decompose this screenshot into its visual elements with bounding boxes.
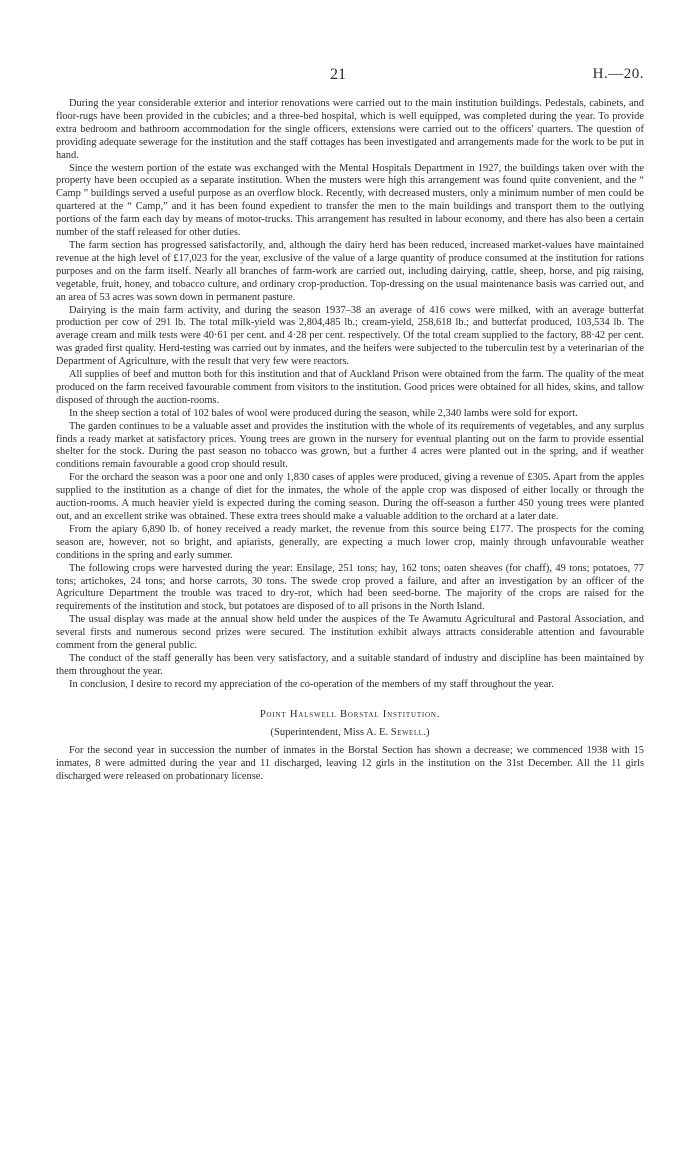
- paragraph-staff-conduct: The conduct of the staff generally has been very satisfactory, and a suitable standard of industry and discipline has been maintained by them throughout the year.: [56, 652, 644, 677]
- paragraph-borstal: For the second year in succession the number of inmates in the Borstal Section has shown a decrease; we commenced 1938 with 15 inmates, 8 were admitted during the year and 11 discharged, leaving 12 girls in the institution on the 31st December. All the 11 girls discharged were released on probationary license.: [56, 744, 644, 782]
- paragraph-crops: The following crops were harvested during the year: Ensilage, 251 tons; hay, 162 tons; oaten sheaves (for chaff), 49 tons; potatoes, 77 tons; artichokes, 24 tons; and horse carrots, 30 tons. The swede crop proved a failure, and after an investigation by an officer of the Agriculture Department the trouble was traced to dry-rot, which had been seed-borne. The majority of the crops are raised for the requirements of the institution and stock, but potatoes are disposed of to all prisons in the North Island.: [56, 562, 644, 613]
- paragraph-show: The usual display was made at the annual show held under the auspices of the Te Awamutu Agricultural and Pastoral Association, and several firsts and numerous second prizes were secured. The institution exhibit always attracts considerable attention and favourable comment from the general public.: [56, 614, 644, 652]
- paragraph-camp: Since the western portion of the estate was exchanged with the Mental Hospitals Department in 1927, the buildings taken over with the property have been occupied as a separate institution. When the musters were high this arrangement was found quite convenient, and the “ Camp ” buildings served a useful purpose as an overflow block. Recently, with decreased musters, only a minimum number of men could be quartered at the “ Camp,” and it has been found expedient to transfer the men to the main buildings and transport them to the outlying portions of the farm each day by means of motor-trucks. This arrangement has resulted in labour economy, and there has also been a certain number of the staff released for other duties.: [56, 162, 644, 239]
- paragraph-apiary: From the apiary 6,890 lb. of honey received a ready market, the revenue from this source being £177. The prospects for the coming season are, however, not so bright, and apiarists, generally, are expecting a much lower crop, mainly through unfavourable weather conditions in the spring and early summer.: [56, 523, 644, 561]
- superintendent-name: Sewell: [390, 726, 424, 738]
- paragraph-conclusion: In conclusion, I desire to record my appreciation of the co-operation of the members of my staff throughout the year.: [69, 678, 554, 690]
- superintendent-suffix: .): [423, 726, 430, 738]
- paragraph-orchard: For the orchard the season was a poor one and only 1,830 cases of apples were produced, giving a revenue of £305. Apart from the apples supplied to the institution as a change of diet for the inmates, the whole of the apple crop was disposed of either locally or through the auction-rooms. A much heavier yield is expected during the coming season. During the off-season a further 450 young trees were planted out, and an excellent strike was obtained. These extra trees should make a valuable addition to the orchard at a later date.: [56, 472, 644, 522]
- section-heading: Point Halswell Borstal Institution.: [259, 708, 441, 720]
- paragraph-farm: The farm section has progressed satisfactorily, and, although the dairy herd has been reduced, increased market-values have maintained revenue at the high level of £17,023 for the year, exclusive of the value of a large quantity of produce consumed at the institution for rations purposes and on the farm itself. Nearly all branches of farm-work are carried out, including dairying, cattle, sheep, horse, and pig raising, vegetable, fruit, honey, and tobacco culture, and ordinary crop-production. Top-dressing on the usual maintenance basis was carried out, and an area of 53 acres was sown down in permanent pasture.: [56, 239, 644, 303]
- page-number: 21: [330, 66, 346, 83]
- paragraph-renovations: During the year considerable exterior and interior renovations were carried out to the main institution buildings. Pedestals, cabinets, and floor-rugs have been provided in the cubicles; and a three-bed hospital, which is well equipped, was completed during the year. To provide extra bedroom and bathroom accommodation for the single officers, extensions were carried out to the officers' quarters. The question of providing adequate sewerage for the institution and the staff cottages has been investigated and arrangements made for the work to be put in hand.: [56, 98, 644, 161]
- paragraph-garden: The garden continues to be a valuable asset and provides the institution with the whole of its requirements of vegetables, and any surplus finds a ready market at satisfactory prices. Young trees are grown in the nursery for eventual planting out on the farm to provide essential shelter for the stock. During the past season no tobacco was grown, but a further 4 acres were planted out in the spring, and if weather conditions remain favourable a good crop should result.: [56, 420, 644, 471]
- report-body: [56, 98, 644, 783]
- section-superintendent: [56, 726, 644, 739]
- paragraph-sheep: In the sheep section a total of 102 bales of wool were produced during the season, while 2,340 lambs were sold for export.: [69, 407, 578, 419]
- superintendent-prefix: (Superintendent, Miss A. E.: [270, 726, 391, 738]
- paragraph-dairying: Dairying is the main farm activity, and during the season 1937–38 an average of 416 cows were milked, with an average butterfat production per cow of 291 lb. The total milk-yield was 2,804,485 lb.; cream-yield, 258,618 lb.; and butterfat produced, 103,534 lb. The average cream and milk tests were 40·61 per cent. and 4·28 per cent. respectively. Of the total cream supplied to the factory, 88·42 per cent. was graded first quality. Herd-testing was carried out by inmates, and the heifers were subjected to the tuberculin test by a veterinarian of the Department of Agriculture, with the result that very few were reactors.: [56, 304, 644, 368]
- paragraph-beef-mutton: All supplies of beef and mutton both for this institution and that of Auckland Prison were obtained from the farm. The quality of the meat produced on the farm received favourable comment from visitors to the institution. Good prices were obtained for all hides, skins, and tallow disposed of through the auction-rooms.: [56, 369, 644, 406]
- document-reference: H.—20.: [592, 66, 644, 82]
